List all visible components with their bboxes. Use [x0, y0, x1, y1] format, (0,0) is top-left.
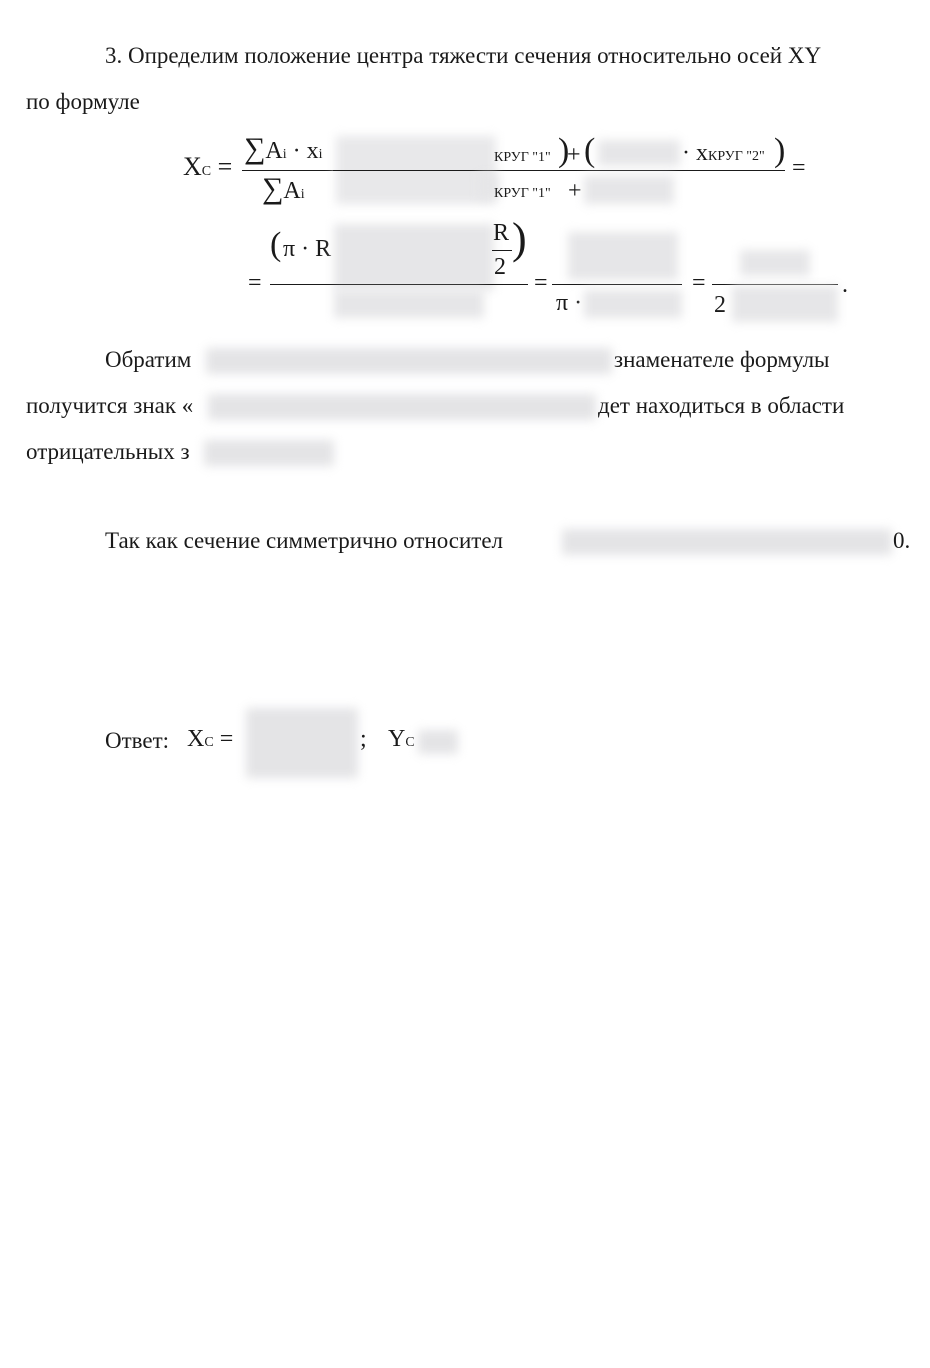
fraction-line-5 [712, 284, 838, 285]
blurred-region [206, 348, 612, 374]
fraction-line-1 [242, 170, 334, 171]
paragraph-2-line-2-end: дет находиться в области [598, 393, 845, 418]
blurred-region [562, 529, 892, 555]
paragraph-2-line-1-end: знаменателе формулы [614, 347, 830, 372]
formula-circle1-sub: КРУГ "1" [494, 150, 551, 165]
blurred-region [418, 730, 458, 754]
formula-den-circle1-sub: КРУГ "1" [494, 186, 551, 201]
formula2-two: 2 [494, 254, 506, 280]
formula-numerator: ∑Ai · xi [244, 132, 323, 165]
formula2-rparen: ) [512, 214, 527, 263]
answer-xc: XC = [187, 726, 234, 752]
formula-rparen-1: ) [558, 132, 570, 169]
formula2-lparen: ( [270, 226, 282, 263]
formula-den-plus: + [568, 178, 582, 204]
paragraph-2-line-3-start: отрицательных з [26, 439, 190, 464]
formula2-pi2: π · [556, 290, 583, 316]
blurred-region [584, 290, 682, 318]
formula2-period: . [842, 272, 848, 298]
answer-semicolon: ; [360, 726, 367, 752]
formula-circle2: · xКРУГ "2" [682, 140, 765, 166]
blurred-region [246, 708, 358, 778]
blurred-region [740, 250, 810, 276]
paragraph-1-line-2: по формуле [26, 89, 140, 114]
blurred-region [334, 224, 494, 290]
formula-denominator: ∑Ai [262, 172, 305, 205]
blurred-region [598, 140, 680, 166]
blurred-region [732, 286, 838, 322]
paragraph-2-line-1-start: Обратим [105, 347, 192, 372]
formula-equals-end: = [792, 155, 806, 181]
paragraph-3-end: 0. [893, 528, 911, 553]
blurred-region [208, 394, 596, 420]
paragraph-3-start: Так как сечение симметрично относител [105, 528, 504, 553]
formula-rparen-2: ) [774, 132, 786, 169]
formula-lparen-2: ( [584, 132, 596, 169]
formula2-pi-r: π · R [283, 236, 332, 262]
blurred-region [334, 290, 484, 318]
fraction-line-4 [552, 284, 682, 285]
answer-yc: YC [388, 726, 415, 752]
formula2-r-half: R [493, 220, 510, 246]
paragraph-2-line-2-start: получится знак « [26, 393, 194, 418]
paragraph-1-line-1: 3. Определим положение центра тяжести сечения относительно осей XY [105, 43, 822, 68]
formula2-equals: = [248, 270, 262, 296]
formula2-equals3: = [692, 270, 706, 296]
blurred-region [568, 232, 678, 280]
formula2-equals2: = [534, 270, 548, 296]
fraction-line-3 [270, 284, 528, 285]
formula-lhs: XC = [183, 152, 233, 181]
fraction-line-2 [333, 170, 785, 171]
fraction-line-r-half [492, 250, 512, 251]
formula-plus: + [567, 142, 581, 168]
blurred-region [204, 440, 334, 466]
formula2-two2: 2 [714, 292, 726, 318]
answer-label: Ответ: [105, 728, 170, 753]
blurred-region [584, 176, 674, 204]
